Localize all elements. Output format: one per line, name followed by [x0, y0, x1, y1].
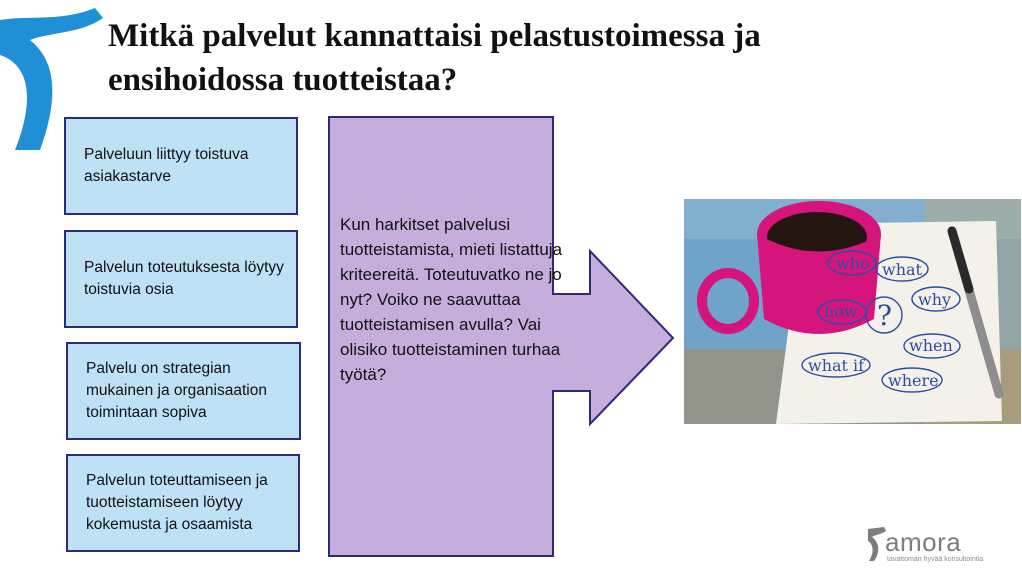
criteria-label: Palveluun liittyy toistuva asiakastarve — [84, 146, 249, 185]
svg-text:when: when — [909, 336, 953, 355]
criteria-box-3 — [66, 342, 301, 440]
svg-text:where: where — [888, 371, 939, 390]
criteria-box-4 — [66, 454, 300, 552]
criteria-label: Palvelun toteuttamiseen ja tuotteistamiseen löytyy kokemusta ja osaamista — [86, 472, 268, 533]
criteria-box-2 — [64, 230, 298, 328]
svg-text:why: why — [918, 290, 952, 309]
slide-title: Mitkä palvelut kannattaisi pelastustoimessa ja ensihoidossa tuotteistaa? — [108, 18, 761, 98]
arrow-text: Kun harkitset palvelusi tuotteistamista, mieti listattuja kriteereitä. Toteutuvatko ne jo nyt? Voiko ne saavuttaa tuotteistamisen avulla? Vai olisiko tuotteistaminen turhaa työtä? — [340, 215, 563, 384]
coffee-questions-photo — [684, 199, 1021, 424]
svg-text:who: who — [836, 254, 870, 273]
svg-text:how: how — [824, 302, 858, 321]
brand-name: amora — [885, 527, 962, 557]
svg-text:what: what — [882, 260, 922, 279]
brand-tagline: tavattoman hyvää konsultointia — [887, 556, 984, 563]
criteria-label: Palvelun toteutuksesta löytyy toistuvia osia — [84, 259, 284, 298]
svg-text:what if: what if — [808, 356, 865, 375]
criteria-label: Palvelu on strategian mukainen ja organisaation toimintaan sopiva — [86, 360, 267, 421]
criteria-box-1 — [64, 117, 298, 215]
svg-text:?: ? — [877, 299, 893, 332]
